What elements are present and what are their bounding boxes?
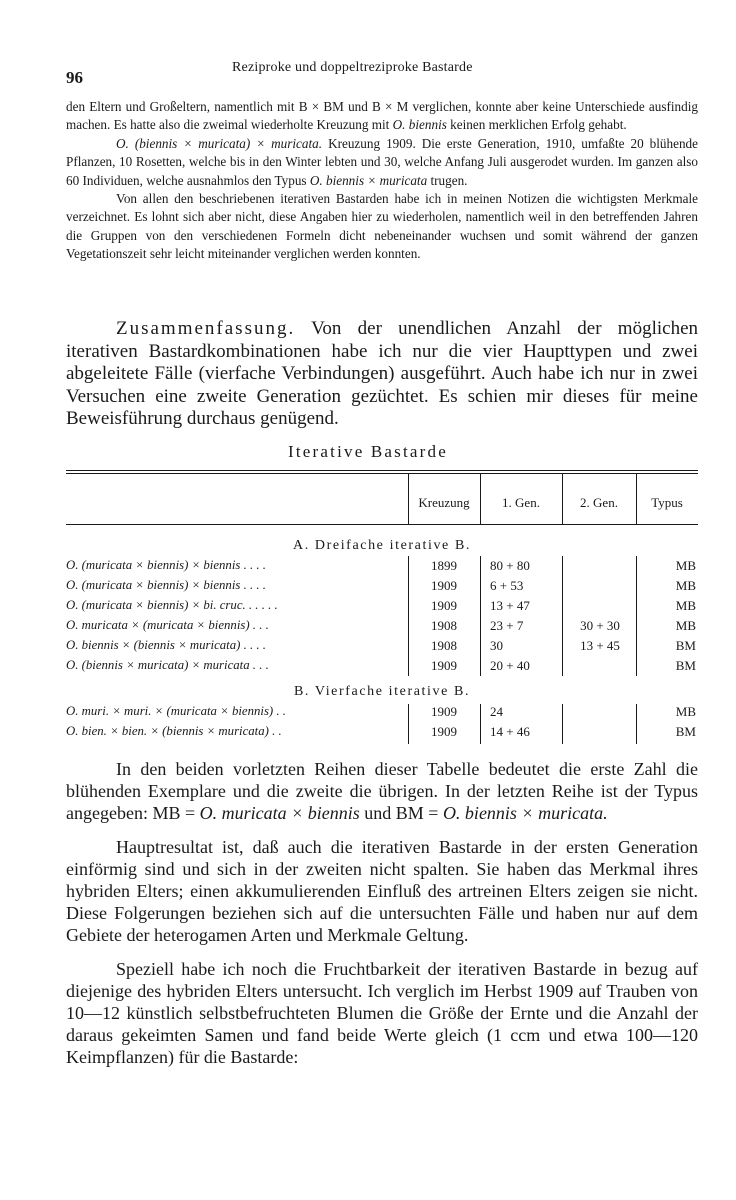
intro-text: [66, 98, 698, 264]
table-row: [66, 578, 698, 597]
table-row: [66, 704, 698, 723]
after-paragraph-1: In den beiden vorletzten Reihen dieser Tabelle bedeutet die erste Zahl die blühenden Exemplare und die zweite die übrigen. In der letzten Reihe ist der Typus angegeben: MB = O. muricata × biennis und BM = O. biennis × muricata.: [66, 759, 698, 823]
summary-text: [66, 318, 698, 431]
gen2-value: 13 + 45: [580, 638, 620, 653]
cross-name: O. bien. × bien. × (biennis × muricata) . .: [66, 724, 282, 738]
type-value: MB: [675, 618, 696, 633]
gen1-value: 30: [490, 638, 503, 653]
summary-heading: Zusammenfassung.: [116, 318, 296, 339]
running-head: Reziproke und doppeltreziproke Bastarde: [232, 60, 473, 75]
page-number: 96: [66, 68, 83, 87]
intro-paragraph-2: O. (biennis × muricata) × muricata. Kreuzung 1909. Die erste Generation, 1910, umfaßte 20 blühende Pflanzen, 10 Rosetten, welche bis in den Winter lebten und 30, welche Anfang Juli ausgerodet wurden. Im ganzen also 60 Individuen, welche ausnahmlos den Typus O. biennis × muricata trugen.: [66, 135, 699, 188]
cross-name: O. (muricata × biennis) × biennis . . . .: [66, 578, 266, 592]
table-top-rule-double: [66, 473, 698, 474]
section-a-heading: A. Dreifache iterative B.: [293, 538, 471, 553]
gen2-value: 30 + 30: [580, 618, 620, 633]
table-row: [66, 598, 698, 617]
col-header-gen2: 2. Gen.: [580, 495, 618, 510]
col-header-gen1: 1. Gen.: [502, 495, 540, 510]
cross-year: 1908: [431, 618, 457, 633]
intro-paragraph-1: den Eltern und Großeltern, namentlich mit B × BM und B × M verglichen, konnte aber keine Unterschiede ausfindig machen. Es hatte also die zweimal wiederholte Kreuzung mit O. biennis keinen merklichen Erfolg gehabt.: [66, 99, 698, 133]
cross-year: 1909: [431, 704, 457, 719]
col-header-kreuzung: Kreuzung: [418, 495, 470, 510]
cross-year: 1909: [431, 724, 457, 739]
cross-year: 1899: [431, 558, 457, 573]
type-value: MB: [675, 558, 696, 573]
col-header-typus: Typus: [651, 495, 683, 510]
table-row: [66, 658, 698, 677]
cross-year: 1909: [431, 598, 457, 613]
type-value: BM: [675, 658, 696, 673]
type-value: BM: [675, 638, 696, 653]
page-header: [66, 60, 696, 87]
gen1-value: 6 + 53: [490, 578, 524, 593]
after-table-text: [66, 758, 698, 1080]
gen1-value: 80 + 80: [490, 558, 530, 573]
cross-year: 1909: [431, 578, 457, 593]
gen1-value: 13 + 47: [490, 598, 530, 613]
after-paragraph-3: Speziell habe ich noch die Fruchtbarkeit der iterativen Bastarde in bezug auf diejenige des hybriden Elters untersucht. Ich verglich im Herbst 1909 auf Trauben von 10—12 künstlich selbstbefruchteten Blumen die Größe der Ernte und die Anzahl der daraus gekeimten Samen und fand beide Werte gleich (1 ccm und etwa 100—120 Keimpflanzen) für die Bastarde:: [66, 959, 698, 1067]
table-header-rule: [66, 524, 698, 525]
section-b-heading: B. Vierfache iterative B.: [293, 684, 471, 699]
table-row: [66, 724, 698, 743]
table-row: [66, 638, 698, 657]
after-paragraph-2: Hauptresultat ist, daß auch die iterativen Bastarde in der ersten Generation einförmig sind und sich in der zweiten nicht spalten. Sie haben das Merkmal ihres hybriden Elters; einen akkumulierenden Einfluß des artreinen Elters zeigen sie nicht. Diese Folgerungen beziehen sich auf die untersuchten Fälle und haben nur auf dem Gebiete der heterogamen Arten und Merkmale Geltung.: [66, 837, 698, 945]
type-value: MB: [675, 704, 696, 719]
type-value: MB: [675, 598, 696, 613]
cross-year: 1909: [431, 658, 457, 673]
cross-name: O. (muricata × biennis) × bi. cruc. . . . . .: [66, 598, 278, 612]
table-top-rule: [66, 470, 698, 471]
cross-name: O. muricata × (muricata × biennis) . . .: [66, 618, 269, 632]
gen1-value: 23 + 7: [490, 618, 524, 633]
cross-name: O. biennis × (biennis × muricata) . . . .: [66, 638, 266, 652]
table-title: Iterative Bastarde: [288, 442, 448, 461]
cross-name: O. (biennis × muricata) × muricata . . .: [66, 658, 269, 672]
type-value: MB: [675, 578, 696, 593]
gen1-value: 14 + 46: [490, 724, 530, 739]
table-row: [66, 558, 698, 577]
intro-paragraph-3: Von allen den beschriebenen iterativen Bastarden habe ich in meinen Notizen die wichtigsten Merkmale verzeichnet. Es lohnt sich aber nicht, diese Angaben hier zu wiederholen, namentlich weil in den betreffenden Jahren die Gruppen von den verschiedenen Formeln dicht nebeneinander wuchsen und somit während der ganzen Vegetationszeit sehr leicht miteinander verglichen werden konnten.: [66, 191, 698, 262]
cross-year: 1908: [431, 638, 457, 653]
gen1-value: 20 + 40: [490, 658, 530, 673]
table-row: [66, 618, 698, 637]
cross-name: O. muri. × muri. × (muricata × biennis) . .: [66, 704, 286, 718]
summary-paragraph: Zusammenfassung. Von der unendlichen Anzahl der möglichen iterativen Bastardkombinationen habe ich nur die vier Haupttypen und zwei abgeleitete Fälle (vierfache Verbindungen) ausgeführt. Auch habe ich nur in zwei Versuchen eine zweite Generation gezüchtet. Es schien mir dieses für meine Beweisführung durchaus genügend.: [66, 318, 698, 430]
type-value: BM: [675, 724, 696, 739]
gen1-value: 24: [490, 704, 503, 719]
iterative-hybrids-table: [66, 470, 698, 746]
cross-name: O. (muricata × biennis) × biennis . . . .: [66, 558, 266, 572]
